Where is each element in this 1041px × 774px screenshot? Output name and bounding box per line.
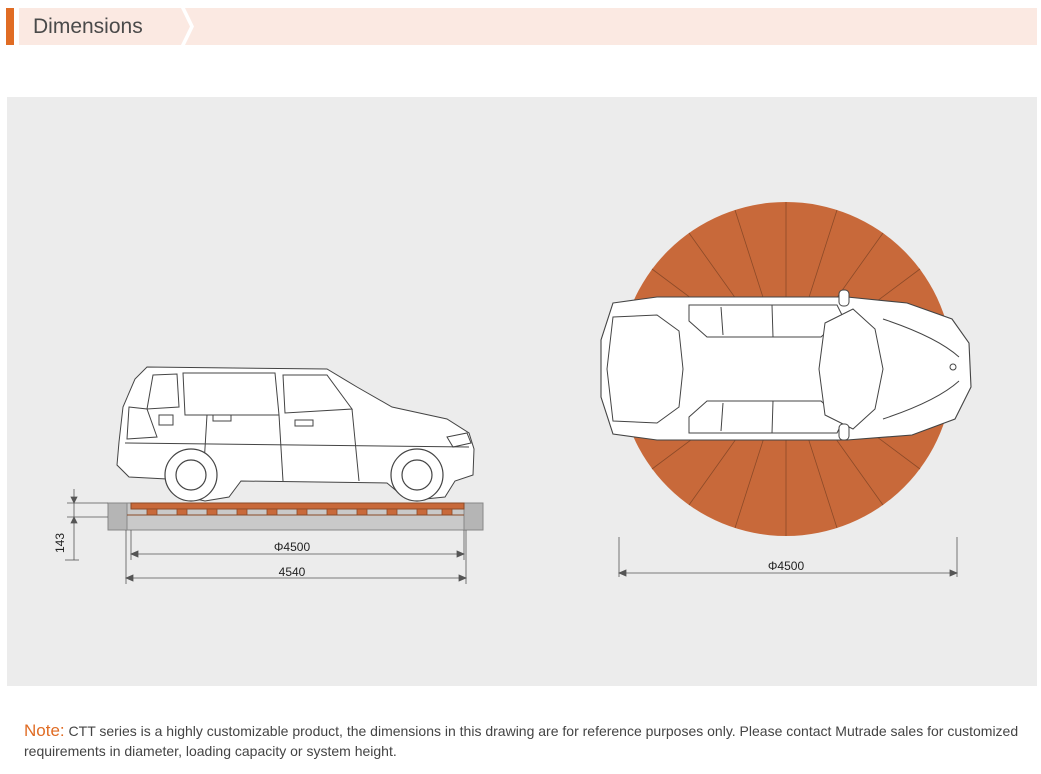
turntable-platform-side	[131, 503, 464, 509]
header-background	[19, 8, 1037, 45]
note-text: CTT series is a highly customizable product, the dimensions in this drawing are for reference purposes only. Please contact Mutrade sales for customized requirements in diameter, loading capacity or system height.	[24, 723, 1019, 759]
platform-diameter-label: Φ4500	[273, 540, 311, 554]
pit-wall-right	[464, 503, 483, 530]
height-label: 143	[53, 532, 67, 554]
height-dimension-lines	[65, 489, 108, 560]
note-block	[24, 721, 1029, 761]
header-accent-bar	[6, 8, 14, 45]
dimension-drawing	[7, 97, 1037, 686]
section-title: Dimensions	[33, 15, 143, 38]
drawing-panel	[7, 97, 1037, 686]
pit-length-label: 4540	[278, 565, 306, 579]
top-view	[601, 202, 971, 577]
pit-wall-left	[108, 503, 127, 530]
section-header	[19, 8, 1037, 45]
top-diameter-label: Φ4500	[767, 559, 805, 573]
note-label: Note:	[24, 721, 65, 740]
